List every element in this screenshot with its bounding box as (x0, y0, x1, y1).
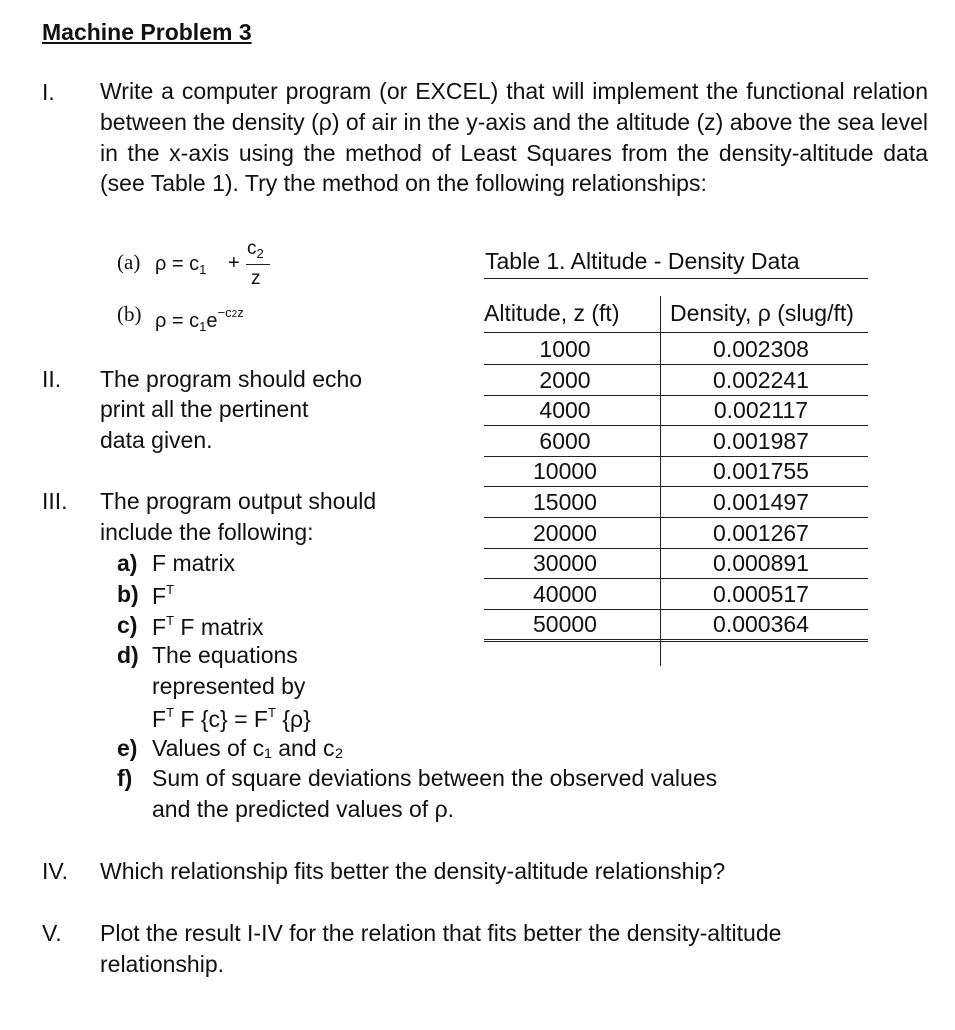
table-row-rule (484, 425, 868, 426)
table-cell-density: 0.001755 (713, 458, 809, 485)
table-caption: Table 1. Altitude - Density Data (485, 248, 800, 274)
sub-text-d: represented by (152, 673, 306, 699)
sub-label-e: e) (117, 735, 138, 761)
fraction-bar (246, 264, 270, 265)
table-row-rule (484, 364, 868, 365)
item-iv-text: Which relationship fits better the density-altitude relationship? (100, 858, 726, 884)
table-row-rule (484, 578, 868, 579)
table-column-divider (660, 296, 661, 666)
table-cell-density: 0.001267 (713, 519, 809, 546)
sub-text-b: $F^T$ (152, 582, 175, 609)
item-number-iv: IV. (42, 858, 69, 884)
table-cell-altitude: 50000 (533, 611, 597, 638)
equation-b-rhs: $\rho = c_1e^{-c2z}$ (155, 305, 244, 334)
sub-label-b: b) (117, 581, 139, 607)
sub-label-f: f) (117, 765, 133, 791)
table-cell-altitude: 10000 (533, 458, 597, 485)
table-cell-altitude: 20000 (533, 519, 597, 546)
sub-text-d: The equations (152, 642, 298, 668)
sub-text-e: Values of c₁ and c₂ (152, 735, 344, 761)
table-cell-altitude: 2000 (539, 366, 591, 393)
table-cell-altitude: 6000 (539, 427, 591, 454)
table-cell-density: 0.000364 (713, 611, 809, 638)
equation-a-denominator: z (251, 268, 261, 289)
item-ii-line: print all the pertinent (100, 396, 309, 422)
equation-b-label: (b) (117, 302, 142, 326)
table-rule (484, 278, 868, 279)
table-header-altitude: Altitude, z (ft) (484, 300, 620, 326)
equation-a-label: (a) (117, 250, 141, 274)
item-v-line: relationship. (100, 951, 225, 977)
equation-a (117, 240, 317, 290)
equation-a-plus: + (228, 252, 240, 274)
item-v-line: Plot the result I-IV for the relation that fits better the density-altitude (100, 920, 782, 946)
table-cell-density: 0.001497 (713, 489, 809, 515)
item-ii-line: The program should echo (100, 366, 363, 392)
table-row-rule (484, 486, 868, 487)
sub-label-c: c) (117, 612, 138, 638)
table-row-rule (484, 456, 868, 457)
table-cell-altitude: 4000 (539, 397, 591, 424)
table-cell-density: 0.000517 (713, 580, 809, 607)
table-cell-density: 0.002241 (713, 366, 809, 393)
equation-a-numerator: $c_2$ (247, 238, 264, 261)
table-row-rule (484, 395, 868, 396)
sub-text-f: and the predicted values of ρ. (152, 796, 455, 822)
sub-text-f: Sum of square deviations between the observed values (152, 765, 718, 791)
item-number-iii: III. (42, 488, 68, 514)
table-rule (484, 332, 868, 333)
table-cell-altitude: 1000 (539, 336, 591, 362)
page-title: Machine Problem 3 (42, 19, 252, 45)
sub-text-a: F matrix (152, 550, 236, 576)
item-number-ii: II. (42, 366, 62, 392)
item-iii-line: The program output should (100, 488, 377, 514)
item-i-text: Write a computer program (or EXCEL) that will implement the functional relation between the density (ρ) of air in the y-axis and the altitude (z) above the sea level in the x-axis using the method of Least Squares from the density-altitude data (see Table 1). Try the method on the following relationships: (100, 78, 928, 197)
item-iii-line: include the following: (100, 519, 314, 545)
table-cell-altitude: 15000 (533, 489, 597, 515)
equation-a-lhs: $\rho = c_1$ (155, 253, 207, 277)
table-cell-density: 0.001987 (713, 427, 809, 454)
table-cell-altitude: 30000 (533, 550, 597, 577)
item-number-v: V. (42, 920, 62, 946)
table-cell-altitude: 40000 (533, 580, 597, 607)
sub-label-d: d) (117, 642, 139, 668)
table-row-rule (484, 639, 868, 640)
table-row-rule (484, 609, 868, 610)
sub-label-a: a) (117, 550, 138, 576)
item-ii-line: data given. (100, 427, 213, 453)
sub-text-c: $F^T$ F matrix (152, 613, 264, 640)
equation-b (117, 302, 317, 332)
table-cell-density: 0.000891 (713, 550, 809, 577)
table-header-density: Density, ρ (slug/ft) (670, 300, 854, 326)
table-rule (484, 641, 868, 642)
table-cell-density: 0.002117 (713, 397, 809, 424)
normal-equation: $F^T$ F $\{c\} = F^T$ {ρ} (152, 705, 311, 732)
table-row-rule (484, 517, 868, 518)
table-cell-density: 0.002308 (713, 336, 809, 362)
item-number-i: I. (42, 79, 55, 105)
table-row-rule (484, 548, 868, 549)
